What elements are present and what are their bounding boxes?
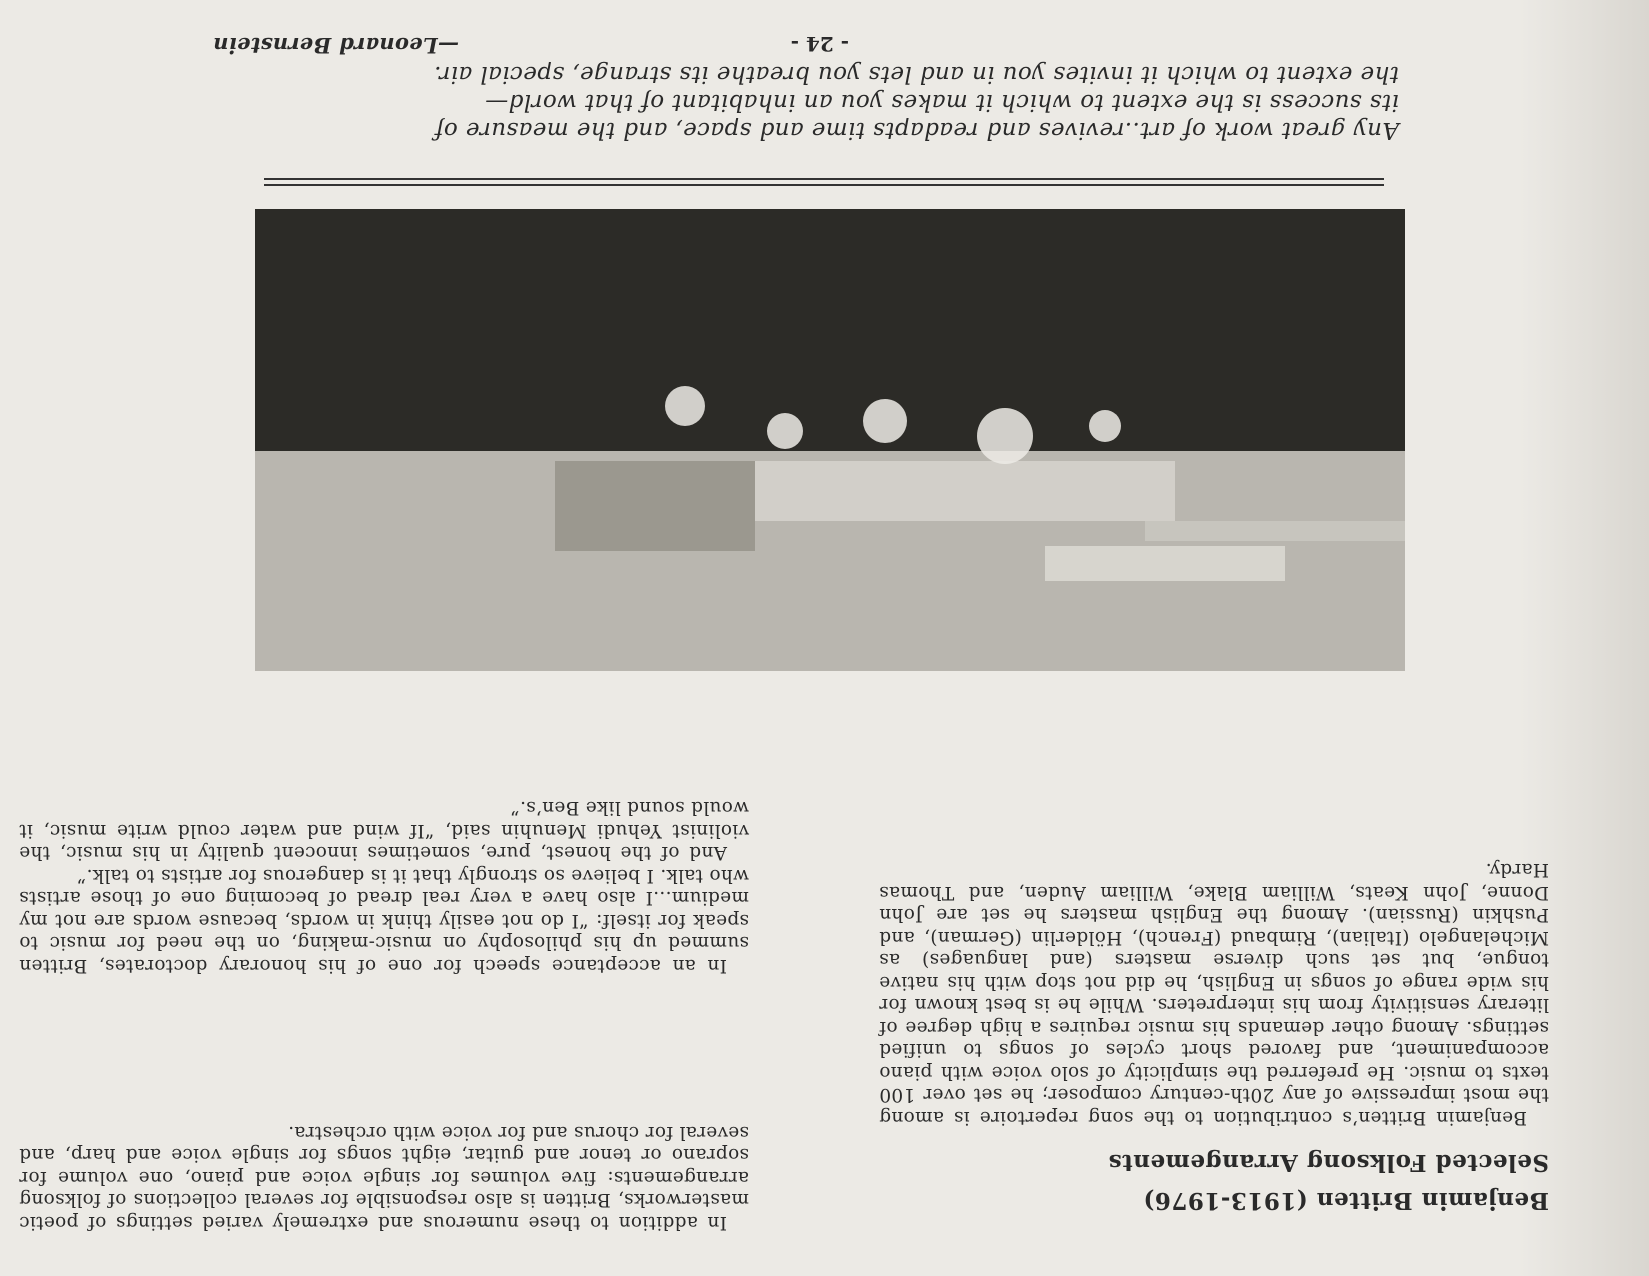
garden-photo-image xyxy=(255,209,1405,671)
paragraph-intro: Benjamin Britten’s contribution to the song repertoire is among the most impressive of any 20th-century composer; he set over 100 texts to music. He preferred the simplicity of solo voice with piano accompaniment, and favored short cycles of songs to unified settings. Among other demands his music requires a high degree of literary sensitivity from his interpreters. While he is best known for his wide range of songs in English, he did not stop with his native tongue, but set such diverse masters (and languages) as Michelangelo (Italian), Rimbaud (French), Hölderlin (German), and Pushkin (Russian). Among the English masters he set are John Donne, John Keats, William Blake, William Auden, and Thomas Hardy. xyxy=(879,859,1549,1128)
paragraph-speech: In an acceptance speech for one of his honorary doctorates, Britten summed up his philosophy on music-making, on the need for music to speak for itself: “I do not easily think in words, because words are not my medium...I also have a very real dread of becoming one of those artists who talk. I believe so strongly that it is dangerous for artists to talk.” xyxy=(19,865,749,976)
page-title: Benjamin Britten (1913-1976) xyxy=(1142,1187,1549,1214)
paragraph-folksongs: In addition to these numerous and extremely varied settings of poetic masterworks, Britten is also responsible for several collections of folksong arrangements: five volumes for single voice and piano, one volume for soprano or tenor and guitar, eight songs for single voice and harp, and several for chorus and for voice with orchestra. xyxy=(19,1122,749,1233)
left-column xyxy=(879,858,1549,1128)
quote-line-3: the extent to which it invites you in and lets you breathe its strange, special air. xyxy=(433,61,1399,87)
divider-rule-bottom xyxy=(264,178,1384,180)
bernstein-quote xyxy=(249,60,1399,144)
paragraph-menuhin: And of the honest, pure, sometimes innocent quality in his music, the violinist Yehudi Menuhin said, “If wind and water could write music, it would sound like Ben’s.” xyxy=(19,797,749,864)
garden-photograph xyxy=(255,209,1405,671)
quote-attribution: —Leonard Bernstein xyxy=(212,33,459,58)
right-column-middle xyxy=(19,796,749,976)
quote-line-1: Any great work of art..revives and readapts time and space, and the measure of xyxy=(434,117,1399,143)
quote-line-2: its success is the extent to which it makes you an inhabitant of that world— xyxy=(484,89,1399,115)
right-column-top xyxy=(19,1121,749,1234)
page-subtitle: Selected Folksong Arrangements xyxy=(1108,1149,1549,1176)
page-number: - 24 - xyxy=(790,32,849,56)
divider-rule-top xyxy=(264,184,1384,186)
